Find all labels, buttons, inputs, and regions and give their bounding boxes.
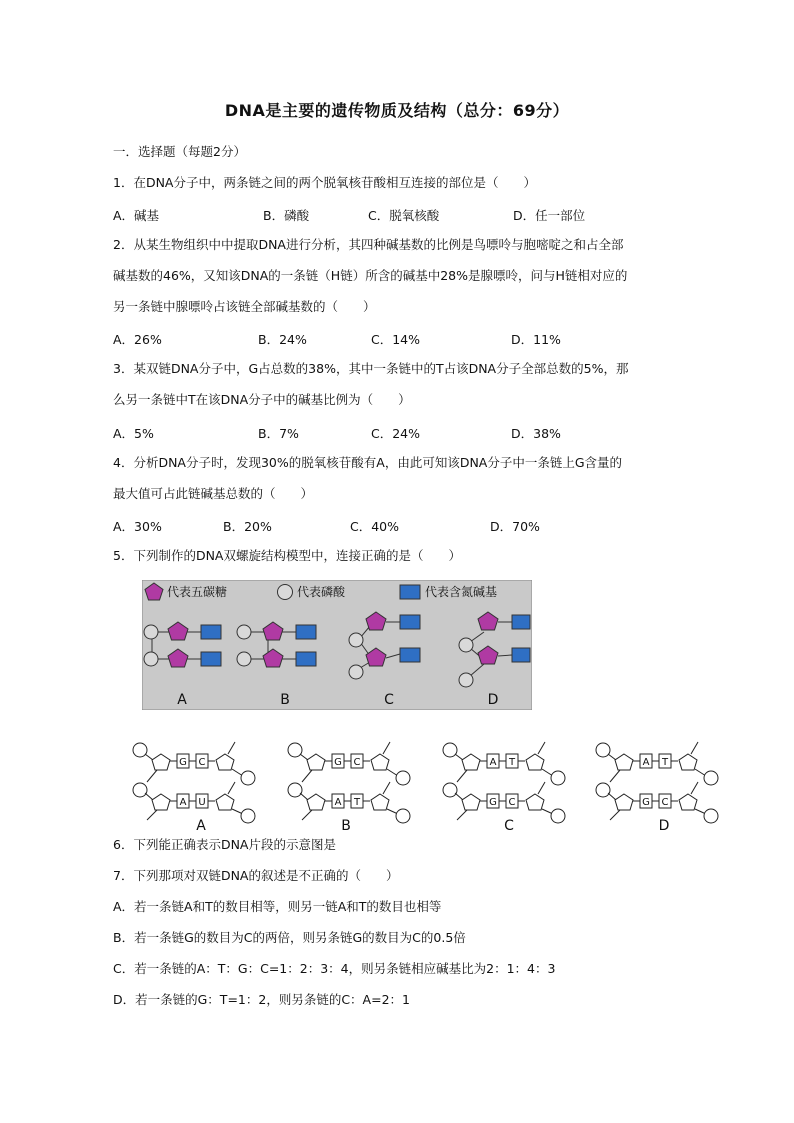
- question-5-stem: 5．下列制作的DNA双螺旋结构模型中，连接正确的是（ ）: [113, 548, 461, 563]
- section-heading: 一．选择题（每题2分）: [113, 144, 246, 159]
- dna-fragment-figure: [125, 734, 755, 832]
- fragment-label: B: [341, 818, 351, 832]
- base-label: A: [179, 797, 187, 808]
- base-legend-icon: [400, 585, 420, 599]
- base-label: C: [198, 757, 206, 768]
- fragment-option-b: [288, 742, 410, 832]
- option-d: D．任一部位: [513, 208, 586, 223]
- question-2-stem-line-3: 另一条链中腺嘌呤占该链全部碱基数的（ ）: [113, 299, 376, 314]
- page-title: DNA是主要的遗传物质及结构（总分：69分）: [224, 101, 570, 120]
- phosphate-legend-label: 代表磷酸: [297, 585, 346, 599]
- base-label: C: [508, 797, 516, 808]
- base-label: T: [661, 757, 669, 768]
- question-2-stem-line-1: 2．从某生物组织中中提取DNA进行分析，其四种碱基数的比例是鸟嘌呤与胞嘧啶之和占全部: [113, 237, 624, 252]
- base-label: U: [198, 797, 206, 808]
- fragment-option-a: [133, 742, 255, 832]
- fragment-option-c: [443, 742, 565, 832]
- base-label: C: [353, 757, 361, 768]
- question-1-stem: 1．在DNA分子中，两条链之间的两个脱氧核苷酸相互连接的部位是（ ）: [113, 175, 536, 190]
- fragment-label: C: [504, 818, 514, 832]
- question-7-stem: 7．下列那项对双链DNA的叙述是不正确的（ ）: [113, 868, 399, 883]
- phosphate-legend-icon: [278, 585, 293, 600]
- option-d: D．70%: [490, 519, 540, 534]
- option-c: C．24%: [371, 426, 421, 441]
- question-3-stem-line-1: 3．某双链DNA分子中，G占总数的38%，其中一条链中的T占该DNA分子全部总数的5%，那: [113, 361, 629, 376]
- question-4-stem-line-2: 最大值可占此链碱基总数的（ ）: [113, 486, 314, 501]
- option-a: A．5%: [113, 426, 154, 441]
- question-7-option-b: B．若一条链G的数目为C的两倍，则另条链G的数目为C的0.5倍: [113, 930, 466, 945]
- base-label: G: [489, 797, 497, 808]
- fragment-label: D: [658, 818, 670, 832]
- option-c: C．40%: [350, 519, 400, 534]
- option-d: D．38%: [511, 426, 561, 441]
- base-label: G: [334, 757, 342, 768]
- model-label-a: A: [177, 692, 187, 708]
- option-b: B．24%: [258, 332, 307, 347]
- base-label: T: [508, 757, 516, 768]
- base-label: A: [642, 757, 650, 768]
- question-7-option-d: D．若一条链的G：T=1：2，则另条链的C：A=2：1: [113, 992, 410, 1007]
- model-label-b: B: [280, 692, 290, 708]
- question-2-stem-line-2: 碱基数的46%，又知该DNA的一条链（H链）所含的碱基中28%是腺嘌呤，问与H链相对应的: [113, 268, 628, 283]
- question-7-option-c: C．若一条链的A：T：G：C=1：2：3：4，则另条链相应碱基比为2：1：4：3: [113, 961, 556, 976]
- option-a: A．30%: [113, 519, 162, 534]
- question-3-options: [113, 424, 673, 440]
- fragment-option-d: [596, 742, 718, 832]
- question-7-option-a: A．若一条链A和T的数目相等，则另一链A和T的数目也相等: [113, 899, 442, 914]
- option-a: A．26%: [113, 332, 162, 347]
- question-3-stem-line-2: 么另一条链中T在该DNA分子中的碱基比例为（ ）: [113, 392, 411, 407]
- base-label: G: [179, 757, 187, 768]
- sugar-legend-label: 代表五碳糖: [167, 585, 228, 599]
- option-b: B．20%: [223, 519, 272, 534]
- base-label: C: [661, 797, 669, 808]
- question-4-options: [113, 517, 673, 533]
- question-6-stem: 6．下列能正确表示DNA片段的示意图是: [113, 837, 336, 852]
- question-2-options: [113, 330, 673, 346]
- base-label: T: [353, 797, 361, 808]
- model-label-d: D: [487, 692, 499, 708]
- question-4-stem-line-1: 4．分析DNA分子时，发现30%的脱氧核苷酸有A，由此可知该DNA分子中一条链上G含量的: [113, 455, 623, 470]
- option-b: B．7%: [258, 426, 299, 441]
- base-legend-label: 代表含氮碱基: [425, 585, 498, 599]
- option-c: C．14%: [371, 332, 421, 347]
- nucleotide-model-figure: [142, 580, 532, 710]
- base-label: G: [642, 797, 650, 808]
- option-c: C．脱氧核酸: [368, 208, 440, 223]
- base-label: A: [489, 757, 497, 768]
- option-b: B．磷酸: [263, 208, 310, 223]
- base-label: A: [334, 797, 342, 808]
- option-a: A．碱基: [113, 208, 160, 223]
- model-label-c: C: [384, 692, 394, 708]
- question-1-options: [113, 206, 673, 222]
- fragment-label: A: [196, 818, 206, 832]
- option-d: D．11%: [511, 332, 561, 347]
